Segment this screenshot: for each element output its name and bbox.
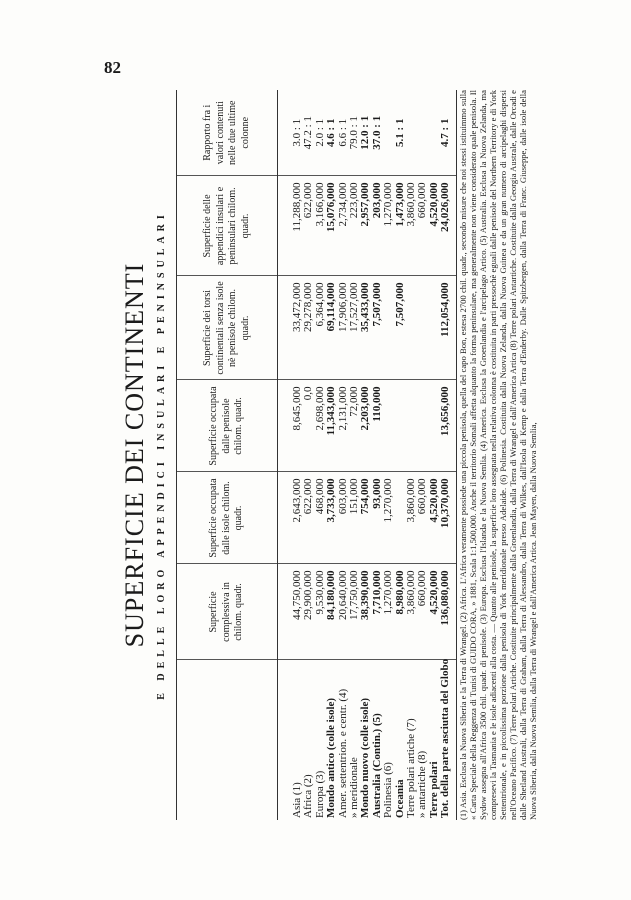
row-value: 24,026,000 [440,176,456,276]
header-label [177,660,278,820]
row-value: 3,860,000 [406,564,417,660]
row-label: Australia (Contin.) (5) [370,713,383,818]
row-label: Amer. settentrion. e centr. (4) [336,688,349,818]
page-number: 82 [104,58,121,77]
row-value: 17,750,000 [349,564,360,660]
row-value: 29,900,000 [303,564,314,660]
row-value: 110,000 [372,380,383,472]
row-value: 660,000 [417,564,428,660]
row-value: 44,750,000 [278,564,304,660]
row-value: 8,980,000 [395,564,406,660]
row-value: 6,364,000 [315,276,326,380]
row-label: Tot. della parte asciutta del Globo [440,660,456,820]
row-value: 33,472,000 [278,276,304,380]
table-row [440,90,456,820]
row-value: 3,860,000 [406,472,417,564]
row-value: 2,203,000 [360,380,371,472]
row-value: 29,278,000 [303,276,314,380]
row-value: 4,520,000 [429,176,440,276]
row-value [417,276,428,380]
row-value: 17,527,000 [349,276,360,380]
footnotes: (1) Asia. Esclusa la Nuova Siberia e la Terra di Wrangel. (2) Africa. L'Africa veramente possiede una piccola penisola, quella del capo Bon, estesa 2700 chil. quadr., secondo misure che noi stessi istituimmo sulla « Carta Speciale della Reggenza di Tunisi di GUIDO CORA, » 1881, Scala 1:1,500,000. Anche il territorio Somali affetta alquanto la forma peninsulare, ma generalmente non viene considerato quale penisola. Il Sydow assegna all'Africa 3500 chil. quadr. di penisole. (3) Europa. Esclusa l'Islanda e la Nuova Semlia. (4) America. Esclusa la Groenlandia e l'arcipelago Artico. (5) Australia. Esclusa la Nuova Zelanda, ma compresevi la Tasmania e le isole adiacenti alla costa. — Quanto alle penisole, la superficie loro assegnata nella relativa colonna è costituita in parti pressochè eguali dalle penisole del Northern Territory e di York Settentrionale, e in piccolissima porzione dalla penisola di York meridionale presso Adelaide. (6) Polinesia. Costituita dalla Nuova Zelanda, dalla Nuova Guinea e da un gran numero di arcipelaghi dispersi nell'Oceano Pacifico. (7) Terre polari Artiche. Costituite principalmente dalla Groenlandia, dalla Terra di Wrangel e dall'America Artica (8) Terre polari Antartiche. Costituite dalla Georgia Australe, dalle Orcadi e dalle Shetland Australi, dalla Terra di Graham, dalla Terra di Alessandro, dalla Terra di Wilkes, dall'Isola di Kemp e dalla Terra d'Enderby. Dalle Spitzbergen, dalla Terra di Franc. Giuseppe, dalle isole della Nuova Siberia, dalla Nuova Semlia, dalla Terra di Wrangel e dall'America Artica. Jean Mayen, dalla Nuova Semlia, [458,90,538,820]
row-value [417,380,428,472]
row-value: 3,860,000 [406,176,417,276]
row-label: » antartiche (8) [416,750,429,818]
row-label: Africa (2) [302,774,315,818]
row-value: 47.2 : 1 [303,90,314,176]
row-value: 37.0 : 1 [372,90,383,176]
row-value: 93,000 [372,472,383,564]
row-value: 6.6 : 1 [338,90,349,176]
row-value: 2,734,000 [338,176,349,276]
row-value: 603,000 [338,472,349,564]
row-value: 754,000 [360,472,371,564]
row-value: 660,000 [417,472,428,564]
row-value: 468,000 [315,472,326,564]
row-label: Terre polari [427,761,440,818]
row-value: 79.0 : 1 [349,90,360,176]
row-value: 15,076,000 [326,176,337,276]
row-value: 11,343,000 [326,380,337,472]
row-value [383,276,394,380]
row-value: 9,530,000 [315,564,326,660]
row-value: 2,643,000 [278,472,304,564]
row-value: 3.0 : 1 [278,90,304,176]
row-value: 69,114,000 [326,276,337,380]
row-label: » meridionale [348,757,361,818]
header-trunks: Superficie dei torsi continentali senza isole nè penisole chilom. quadr. [177,276,278,380]
row-value: 622,000 [303,472,314,564]
row-value: 660,000 [417,176,428,276]
row-label: Polinesia (6) [382,762,395,818]
header-ratio: Rapporto fra i valori contenuti nelle due ultime colonne [177,90,278,176]
row-label: Mondo nuovo (colle isole) [359,697,372,818]
table-row [278,90,304,820]
row-value: 2,131,000 [338,380,349,472]
row-value: 35,433,000 [360,276,371,380]
row-value: 7,507,000 [372,276,383,380]
row-label: Europa (3) [313,770,326,818]
row-value: 10,370,000 [440,472,456,564]
row-label: Asia (1) [291,782,303,818]
row-value: 7,710,000 [372,564,383,660]
row-value: 4,520,000 [429,472,440,564]
row-value: 72,000 [349,380,360,472]
header-row [177,90,278,820]
row-value: 2,957,000 [360,176,371,276]
row-value: 38,390,000 [360,564,371,660]
row-value: 4.6 : 1 [326,90,337,176]
row-value: 622,000 [303,176,314,276]
row-value [406,90,417,176]
table-subtitle: E DELLE LORO APPENDICI INSULARI E PENINSULARI [156,210,167,700]
row-value [395,380,406,472]
row-value: 84,180,000 [326,564,337,660]
row-value: 17,906,000 [338,276,349,380]
row-value: 4,520,000 [429,564,440,660]
row-value: 0,0 [303,380,314,472]
row-value: 20,640,000 [338,564,349,660]
row-label: Terre polari artiche (7) [405,718,418,818]
row-label: Oceania [393,779,406,818]
row-value: 112,054,000 [440,276,456,380]
row-value [383,90,394,176]
table-row [326,90,337,820]
row-value [383,380,394,472]
row-value: 7,507,000 [395,276,406,380]
header-total: Superficie complessiva in chilom. quadr. [177,564,278,660]
row-value: 12.0 : 1 [360,90,371,176]
row-value: 11,288,000 [278,176,304,276]
row-value: 8,645,000 [278,380,304,472]
row-value: 4.7 : 1 [440,90,456,176]
row-label: Mondo antico (colle isole) [325,697,338,818]
rotated-table-block [110,90,560,820]
row-value: 1,270,000 [383,472,394,564]
row-value: 1,270,000 [383,176,394,276]
row-value: 5.1 : 1 [395,90,406,176]
row-value: 136,080,000 [440,564,456,660]
header-islands: Superficie occupata dalle isole chilom. quadr. [177,472,278,564]
row-value: 1,270,000 [383,564,394,660]
row-value: 203,000 [372,176,383,276]
row-value [417,90,428,176]
row-value: 13,656,000 [440,380,456,472]
header-peninsulas: Superficie occupata dalle penisole chilom. quadr. [177,380,278,472]
row-value: 2.0 : 1 [315,90,326,176]
surface-table [176,90,457,820]
row-value: 3,733,000 [326,472,337,564]
table-row [383,90,394,820]
row-value [406,380,417,472]
row-value: 151,000 [349,472,360,564]
row-value: 1,473,000 [395,176,406,276]
row-value: 223,000 [349,176,360,276]
table-title: SUPERFICIE DEI CONTINENTI [120,262,149,648]
header-appendices: Superficie delle appendici insulari e peninsulari chilom. quadr. [177,176,278,276]
row-value: 3,166,000 [315,176,326,276]
row-value [406,276,417,380]
row-value: 2,698,000 [315,380,326,472]
